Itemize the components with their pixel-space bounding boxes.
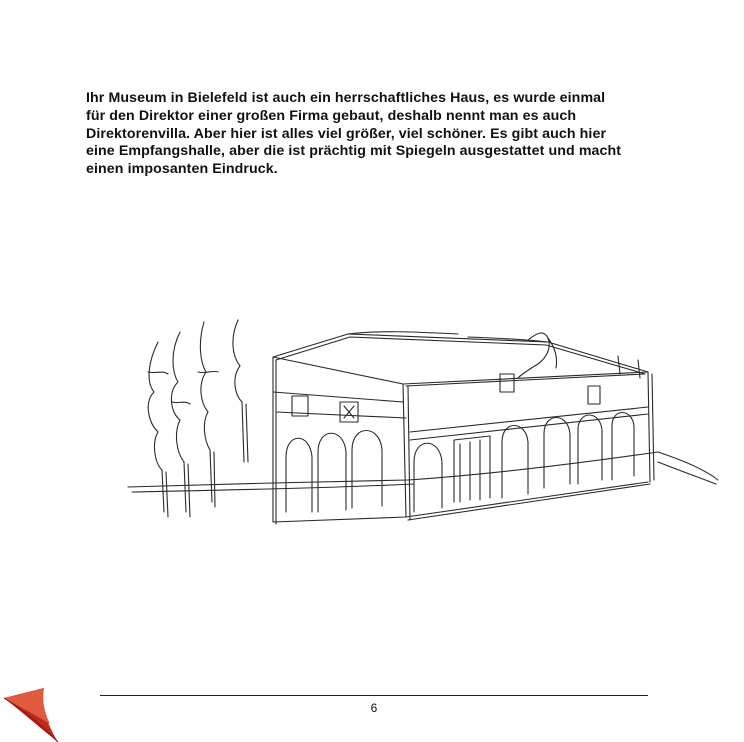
paragraph-line-3: Direktorenvilla. Aber hier ist alles viel größer, viel schöner. Es gibt auch hier <box>86 125 607 142</box>
paragraph-line-4: eine Empfangshalle, aber die ist prächtig mit Spiegeln ausgestattet und macht <box>86 143 622 160</box>
villa-walls-sketch <box>273 357 654 524</box>
page-curl-icon[interactable] <box>0 688 62 742</box>
footer-rule <box>100 695 648 696</box>
villa-roof-sketch <box>273 332 648 386</box>
villa-pencil-sketch <box>118 312 728 532</box>
ground-lines-sketch <box>128 452 718 492</box>
page-number: 6 <box>370 701 378 715</box>
paragraph-line-1: Ihr Museum in Bielefeld ist auch ein herrschaftliches Haus, es wurde einmal <box>86 90 606 106</box>
body-paragraph <box>86 90 686 179</box>
trees-sketch <box>148 320 248 517</box>
paragraph-line-5: einen imposanten Eindruck. <box>86 161 278 178</box>
paragraph-line-2: für den Direktor einer großen Firma gebaut, deshalb nennt man es auch <box>86 107 577 124</box>
